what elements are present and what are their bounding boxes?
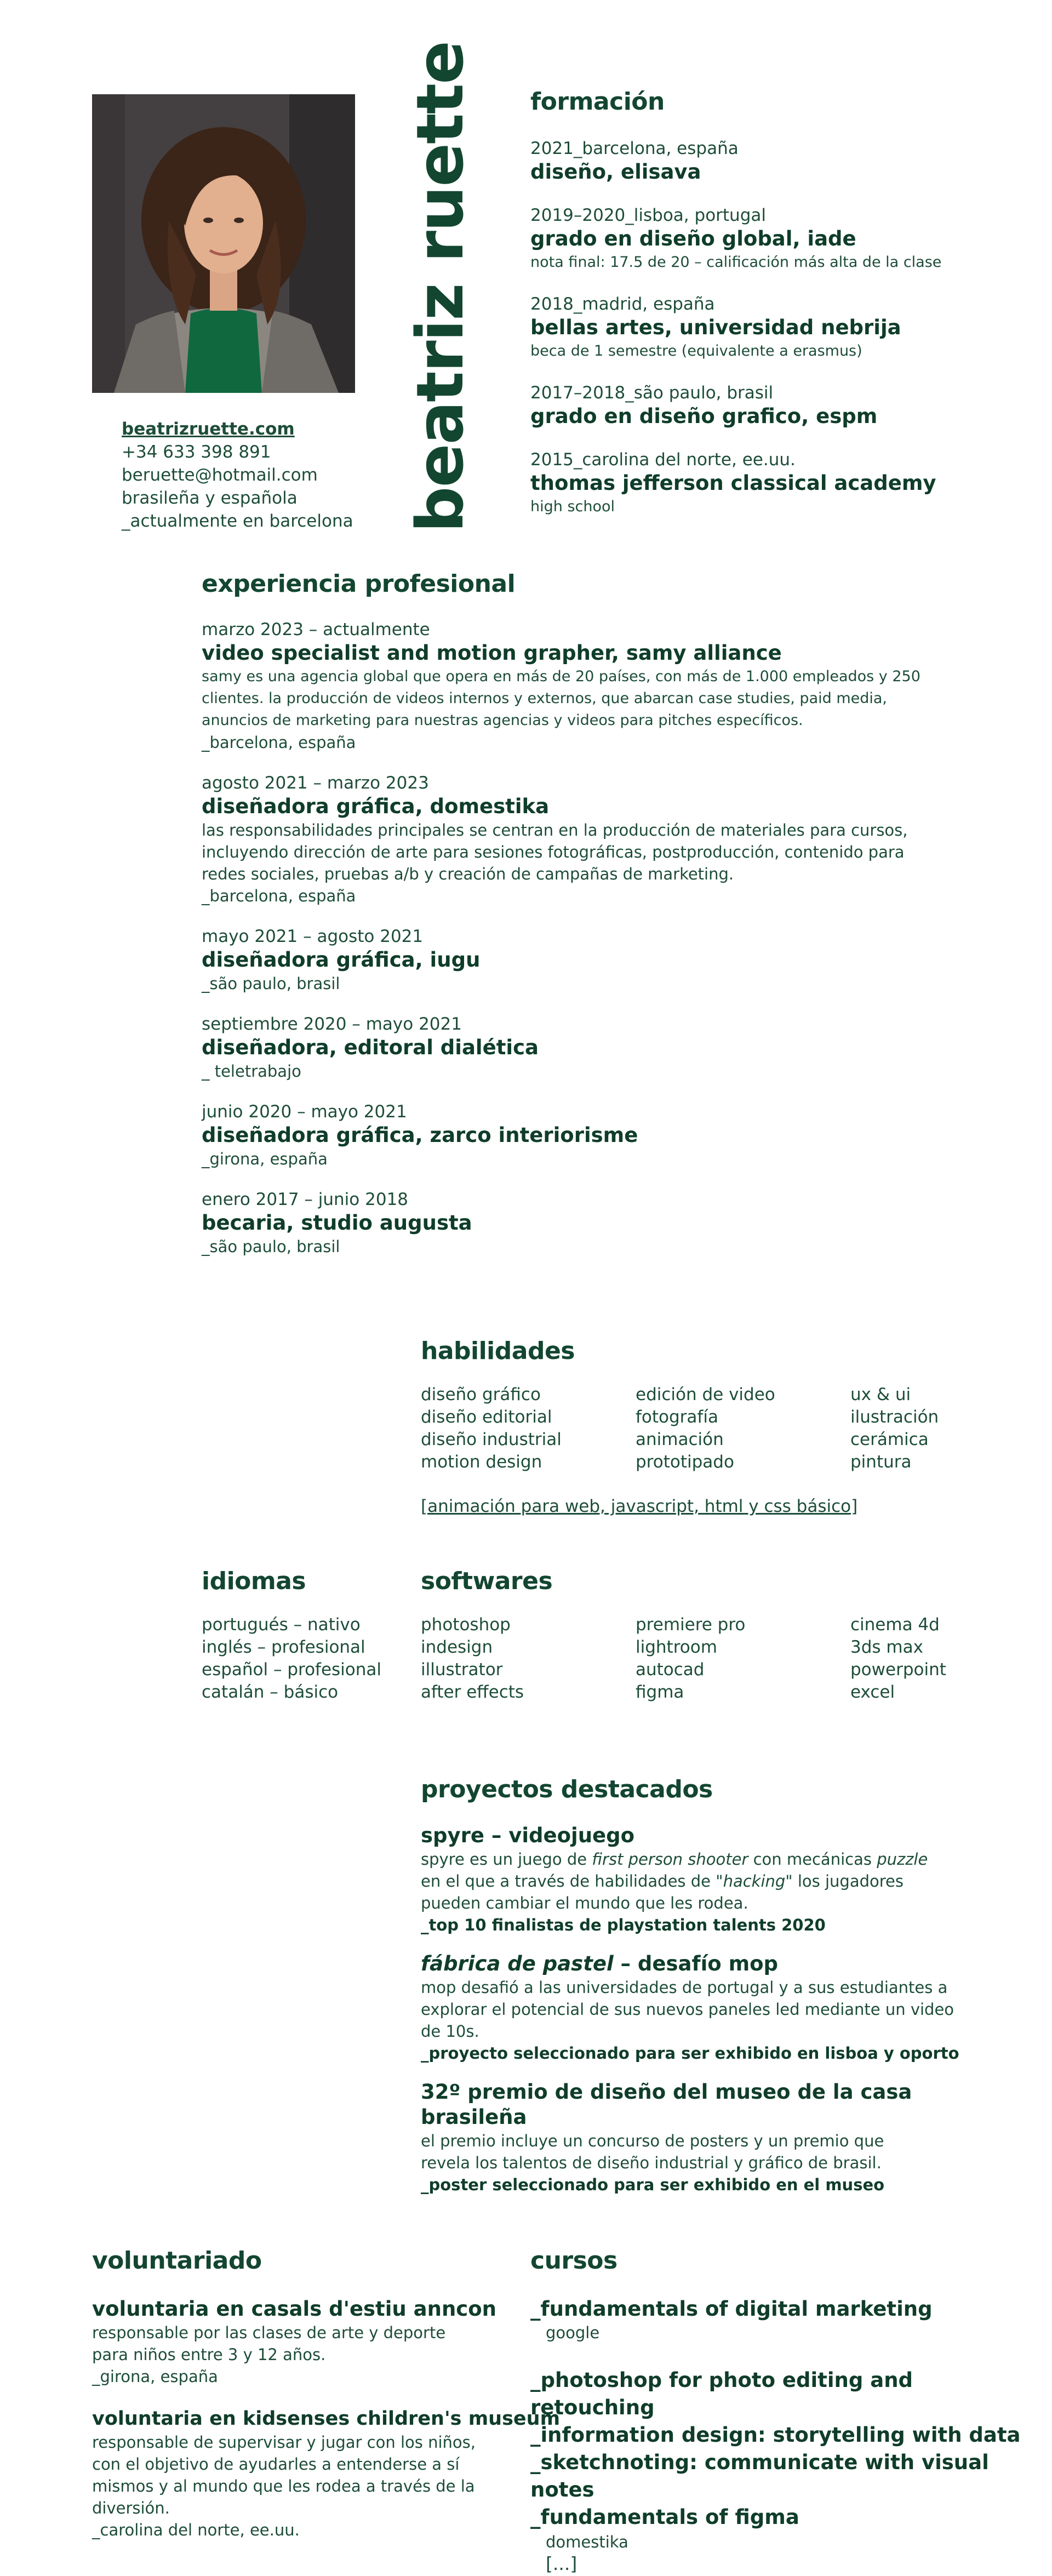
voluntariado-section bbox=[92, 2247, 561, 2541]
formacion-title: grado en diseño grafico, espm bbox=[530, 404, 878, 428]
volunteer-item bbox=[92, 2406, 561, 2541]
skill-item: ilustración bbox=[850, 1407, 939, 1427]
software-grid bbox=[421, 1614, 1024, 1704]
experience-item bbox=[202, 926, 947, 995]
volunteer-description: responsable de supervisar y jugar con los niños, con el objetivo de ayudarles a entenderse a sí mismos y al mundo que les rodea a través de la diversión. bbox=[92, 2433, 476, 2517]
experience-date: agosto 2021 – marzo 2023 bbox=[202, 773, 429, 793]
course-title: _information design: storytelling with data bbox=[530, 2423, 1021, 2447]
software-item: lightroom bbox=[636, 1637, 717, 1657]
formacion-item bbox=[530, 449, 1024, 518]
volunteer-title: voluntaria en casals d'estiu anncon bbox=[92, 2297, 496, 2321]
skill-item: cerámica bbox=[850, 1430, 929, 1449]
experience-place: _girona, españa bbox=[202, 1150, 328, 1168]
formacion-heading: formación bbox=[530, 88, 665, 116]
software-item: autocad bbox=[636, 1660, 705, 1680]
experience-item bbox=[202, 772, 947, 907]
idiomas-section bbox=[202, 1567, 415, 1704]
skill-item: prototipado bbox=[636, 1452, 734, 1472]
software-item: powerpoint bbox=[850, 1660, 946, 1680]
project-title: spyre – videojuego bbox=[421, 1824, 635, 1847]
software-item: indesign bbox=[421, 1637, 493, 1657]
formacion-title: thomas jefferson classical academy bbox=[530, 471, 936, 495]
project-title: fábrica de pastel – desafío mop bbox=[421, 1952, 779, 1975]
project-note: _poster seleccionado para ser exhibido en el museo bbox=[421, 2175, 885, 2194]
software-item: 3ds max bbox=[850, 1637, 923, 1657]
formacion-title: bellas artes, universidad nebrija bbox=[530, 316, 901, 339]
portrait-illustration bbox=[92, 94, 355, 393]
formacion-item bbox=[530, 204, 1024, 273]
software-item: photoshop bbox=[421, 1615, 511, 1635]
course-title: _sketchnoting: communicate with visual notes bbox=[530, 2451, 989, 2501]
experience-place: _barcelona, españa bbox=[202, 887, 356, 905]
language-item: catalán – básico bbox=[202, 1682, 339, 1702]
cursos-heading: cursos bbox=[530, 2247, 618, 2275]
proyectos-section bbox=[421, 1775, 969, 2196]
skill-item: diseño industrial bbox=[421, 1430, 562, 1449]
experience-title: diseñadora gráfica, domestika bbox=[202, 795, 550, 818]
formacion-note: high school bbox=[530, 498, 615, 515]
softwares-section bbox=[421, 1567, 1024, 1704]
experience-date: marzo 2023 – actualmente bbox=[202, 620, 430, 639]
experience-title: video specialist and motion grapher, samy alliance bbox=[202, 641, 782, 665]
software-item: cinema 4d bbox=[850, 1615, 940, 1635]
experience-place: _barcelona, españa bbox=[202, 733, 356, 752]
experience-place: _são paulo, brasil bbox=[202, 1237, 340, 1256]
experience-description: samy es una agencia global que opera en más de 20 países, con más de 1.000 empleados y 250 clientes. la producción de videos internos y externos, que abarcan case studies, paid media, anuncios de marketing para nuestras agencias y videos para pitches específicos. bbox=[202, 668, 921, 729]
course-provider: domestika bbox=[546, 2533, 628, 2551]
experience-date: septiembre 2020 – mayo 2021 bbox=[202, 1014, 462, 1034]
experience-title: diseñadora, editoral dialética bbox=[202, 1036, 539, 1059]
experience-place: _são paulo, brasil bbox=[202, 974, 340, 993]
software-item: figma bbox=[636, 1682, 684, 1702]
skill-item: pintura bbox=[850, 1452, 912, 1472]
project-description: el premio incluye un concurso de posters y un premio que revela los talentos de diseño industrial y gráfico de brasil. bbox=[421, 2132, 884, 2172]
person-name: beatriz ruette bbox=[402, 41, 478, 533]
skill-item: ux & ui bbox=[850, 1385, 911, 1404]
project-description: mop desafió a las universidades de portugal y a sus estudiantes a explorar el potencial de sus nuevos paneles led mediante un video de 10s. bbox=[421, 1978, 954, 2041]
cursos-section bbox=[530, 2247, 1024, 2575]
volunteer-title: voluntaria en kidsenses children's museum bbox=[92, 2408, 561, 2430]
language-item: inglés – profesional bbox=[202, 1637, 365, 1657]
proyectos-heading: proyectos destacados bbox=[421, 1775, 713, 1803]
skills-extra: [animación para web, javascript, html y css básico] bbox=[421, 1497, 858, 1516]
experience-description: las responsabilidades principales se centran en la producción de materiales para cursos, incluyendo dirección de arte para sesiones fotográficas, postproducción, contenido para redes sociales, pruebas a/b y creación de campañas de marketing. bbox=[202, 821, 908, 883]
experience-title: diseñadora gráfica, zarco interiorisme bbox=[202, 1123, 638, 1147]
habilidades-section bbox=[421, 1337, 1024, 1516]
skill-item: edición de video bbox=[636, 1385, 775, 1404]
formacion-date: 2015_carolina del norte, ee.uu. bbox=[530, 450, 796, 470]
course-provider: google bbox=[546, 2323, 600, 2342]
email-address: beruette@hotmail.com bbox=[122, 465, 318, 485]
formacion-date: 2021_barcelona, españa bbox=[530, 139, 739, 158]
experience-item bbox=[202, 1189, 947, 1258]
language-item: portugués – nativo bbox=[202, 1615, 361, 1635]
formacion-section bbox=[530, 88, 1024, 544]
experience-place: _ teletrabajo bbox=[202, 1062, 301, 1081]
experience-date: mayo 2021 – agosto 2021 bbox=[202, 927, 424, 946]
experiencia-heading: experiencia profesional bbox=[202, 570, 516, 598]
experience-date: enero 2017 – junio 2018 bbox=[202, 1190, 409, 1209]
experience-title: diseñadora gráfica, iugu bbox=[202, 948, 481, 972]
formacion-date: 2019–2020_lisboa, portugal bbox=[530, 205, 766, 225]
formacion-date: 2018_madrid, españa bbox=[530, 294, 715, 314]
formacion-date: 2017–2018_são paulo, brasil bbox=[530, 383, 774, 403]
project-note: _top 10 finalistas de playstation talents 2020 bbox=[421, 1916, 826, 1934]
project-item bbox=[421, 1823, 969, 1936]
project-description: spyre es un juego de first person shooter con mecánicas puzzle en el que a través de habilidades de "hacking" los jugadores pueden cambiar el mundo que les rodea. bbox=[421, 1850, 928, 1912]
contact-block bbox=[122, 418, 353, 533]
website-link[interactable]: beatrizruette.com bbox=[122, 419, 295, 439]
volunteer-description: responsable por las clases de arte y deporte para niños entre 3 y 12 años. bbox=[92, 2323, 446, 2364]
formacion-item bbox=[530, 382, 1024, 429]
course-title: _photoshop for photo editing and retouching bbox=[530, 2368, 913, 2419]
software-item: premiere pro bbox=[636, 1615, 746, 1635]
volunteer-item bbox=[92, 2297, 508, 2387]
softwares-heading: softwares bbox=[421, 1567, 553, 1595]
project-note: _proyecto seleccionado para ser exhibido en lisboa y oporto bbox=[421, 2044, 959, 2063]
software-item: after effects bbox=[421, 1682, 524, 1702]
formacion-item bbox=[530, 293, 1024, 362]
volunteer-place: _girona, españa bbox=[92, 2367, 218, 2386]
formacion-note: nota final: 17.5 de 20 – calificación más alta de la clase bbox=[530, 254, 942, 271]
nationality: brasileña y española bbox=[122, 488, 298, 508]
formacion-item bbox=[530, 138, 1024, 185]
skill-item: diseño gráfico bbox=[421, 1385, 541, 1404]
course-title: _fundamentals of figma bbox=[530, 2505, 799, 2529]
volunteer-place: _carolina del norte, ee.uu. bbox=[92, 2521, 300, 2539]
formacion-title: diseño, elisava bbox=[530, 160, 701, 184]
experience-title: becaria, studio augusta bbox=[202, 1211, 472, 1235]
skill-item: animación bbox=[636, 1430, 724, 1449]
language-item: español – profesional bbox=[202, 1660, 382, 1680]
experience-date: junio 2020 – mayo 2021 bbox=[202, 1102, 407, 1122]
profile-photo bbox=[92, 94, 355, 393]
software-item: illustrator bbox=[421, 1660, 503, 1680]
more-courses-ellipsis: [...] bbox=[546, 2553, 578, 2574]
course-title: _fundamentals of digital marketing bbox=[530, 2297, 933, 2321]
phone-number: +34 633 398 891 bbox=[122, 442, 271, 462]
current-location: _actualmente en barcelona bbox=[122, 511, 353, 531]
skills-grid bbox=[421, 1384, 1024, 1473]
experience-item bbox=[202, 1013, 947, 1082]
skill-item: diseño editorial bbox=[421, 1407, 552, 1427]
skill-item: fotografía bbox=[636, 1407, 718, 1427]
formacion-note: beca de 1 semestre (equivalente a erasmus) bbox=[530, 342, 862, 359]
experience-item bbox=[202, 619, 947, 753]
habilidades-heading: habilidades bbox=[421, 1337, 575, 1365]
experiencia-section bbox=[202, 570, 947, 1284]
formacion-title: grado en diseño global, iade bbox=[530, 227, 856, 250]
voluntariado-heading: voluntariado bbox=[92, 2247, 262, 2275]
experience-item bbox=[202, 1101, 947, 1170]
project-item bbox=[421, 2080, 969, 2196]
project-item bbox=[421, 1951, 969, 2064]
project-title: 32º premio de diseño del museo de la casa brasileña bbox=[421, 2080, 912, 2129]
name-vertical-container bbox=[402, 41, 478, 533]
idiomas-heading: idiomas bbox=[202, 1567, 306, 1595]
software-item: excel bbox=[850, 1682, 895, 1702]
skill-item: motion design bbox=[421, 1452, 542, 1472]
